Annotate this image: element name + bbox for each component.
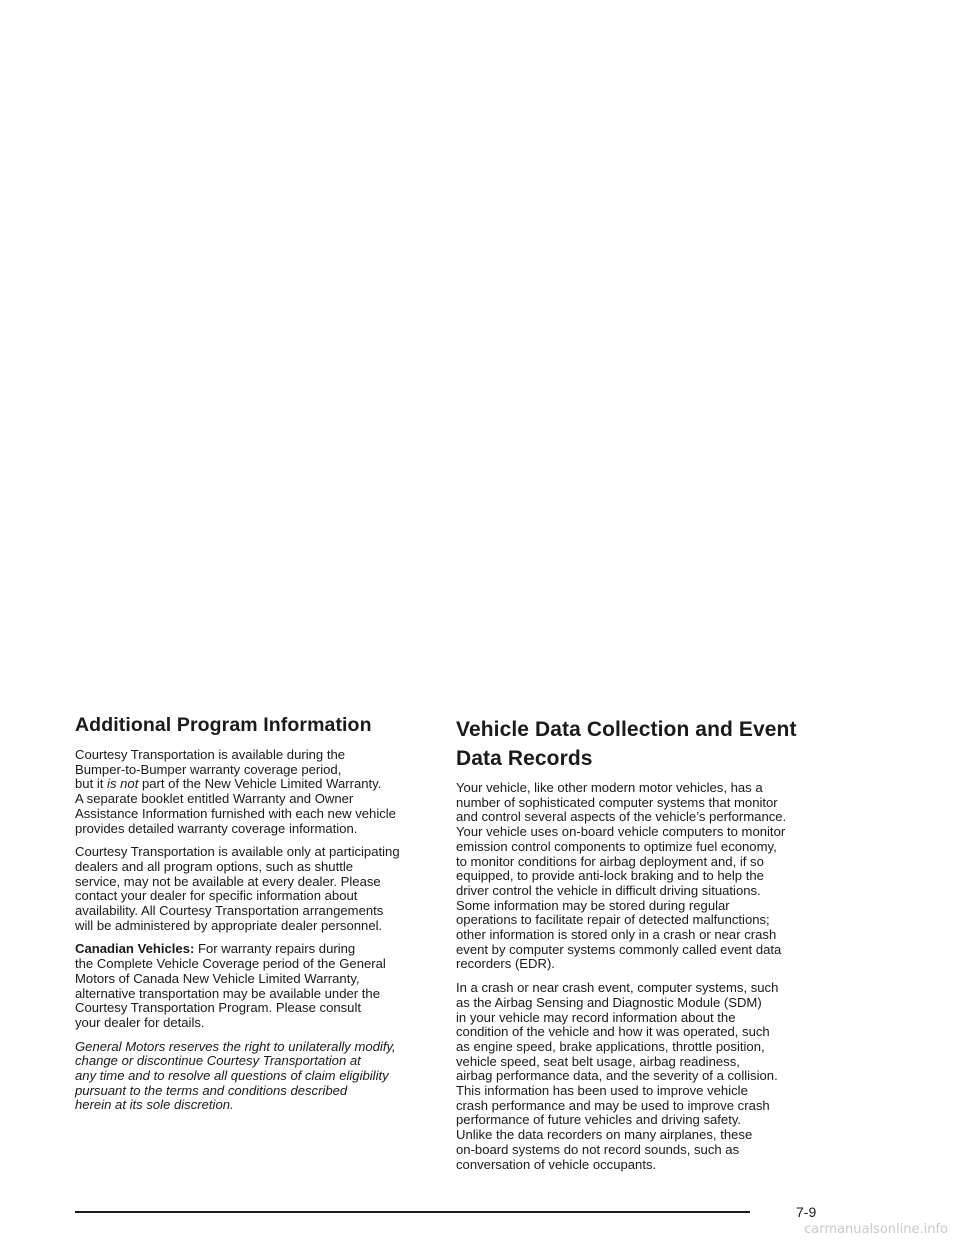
paragraph-text: For warranty repairs during the Complete Vehicle Coverage period of the General Motors of Canada New Vehicle Limited Warranty, alternative transportation may be available under the Courtesy Transportation Program. Please consult your dealer for details. [75,941,386,1030]
section-title-vehicle-data: Vehicle Data Collection and Event Data Records [456,718,797,770]
emphasis-is-not: is not [107,776,139,792]
paragraph-text: Courtesy Transportation is available during the Bumper-to-Bumper warranty coverage period, but it [75,747,346,792]
paragraph-gm-reserves-right: General Motors reserves the right to unilaterally modify, change or discontinue Courtesy Transportation at any time and to resolve all questions of claim eligibility pursuant to the terms and conditions described herein at its sole discretion. [75,1038,396,1113]
paragraph-crash-event: In a crash or near crash event, computer systems, such as the Airbag Sensing and Diagnostic Module (SDM) in your vehicle may record information about the condition of the vehicle and how it was operated, such as engine speed, brake applications, throttle position, vehicle speed, seat belt usage, airbag readiness, airbag performance data, and the severity of a collision. This information has been used to improve vehicle crash performance and may be used to improve crash performance of future vehicles and driving safety. Unlike the data recorders on many airplanes, these on-board systems do not record sounds, such as conversation of vehicle occupants. [456,980,779,1172]
paragraph-participating-dealers: Courtesy Transportation is available only at participating dealers and all program options, such as shuttle service, may not be available at every dealer. Please contact your dealer for specific information about availability. All Courtesy Transportation arrangements will be administered by appropriate dealer personnel. [75,844,400,933]
page-number: 7-9 [796,1204,817,1220]
footer-rule [75,1211,750,1213]
paragraph-text: part of the New Vehicle Limited Warranty. A separate booklet entitled Warranty and Owner Assistance Information furnished with each new vehicle provides detailed warranty coverage information. [75,776,396,836]
paragraph-canadian-vehicles [75,942,437,1030]
section-title-additional-program: Additional Program Information [75,714,372,736]
paragraph-courtesy-availability [75,748,437,836]
paragraph-computer-systems: Your vehicle, like other modern motor vehicles, has a number of sophisticated computer systems that monitor and control several aspects of the vehicle’s performance. Your vehicle uses on-board vehicle computers to monitor emission control components to optimize fuel economy, to monitor conditions for airbag deployment and, if so equipped, to provide anti-lock braking and to help the driver control the vehicle in difficult driving situations. Some information may be stored during regular operations to facilitate repair of detected malfunctions; other information is stored only in a crash or near crash event by computer systems commonly called event data recorders (EDR). [456,780,787,972]
left-column [75,712,437,1122]
lead-canadian-vehicles: Canadian Vehicles: [75,941,195,957]
watermark: carmanualsonline.info [804,1222,948,1237]
right-column [456,715,818,1181]
